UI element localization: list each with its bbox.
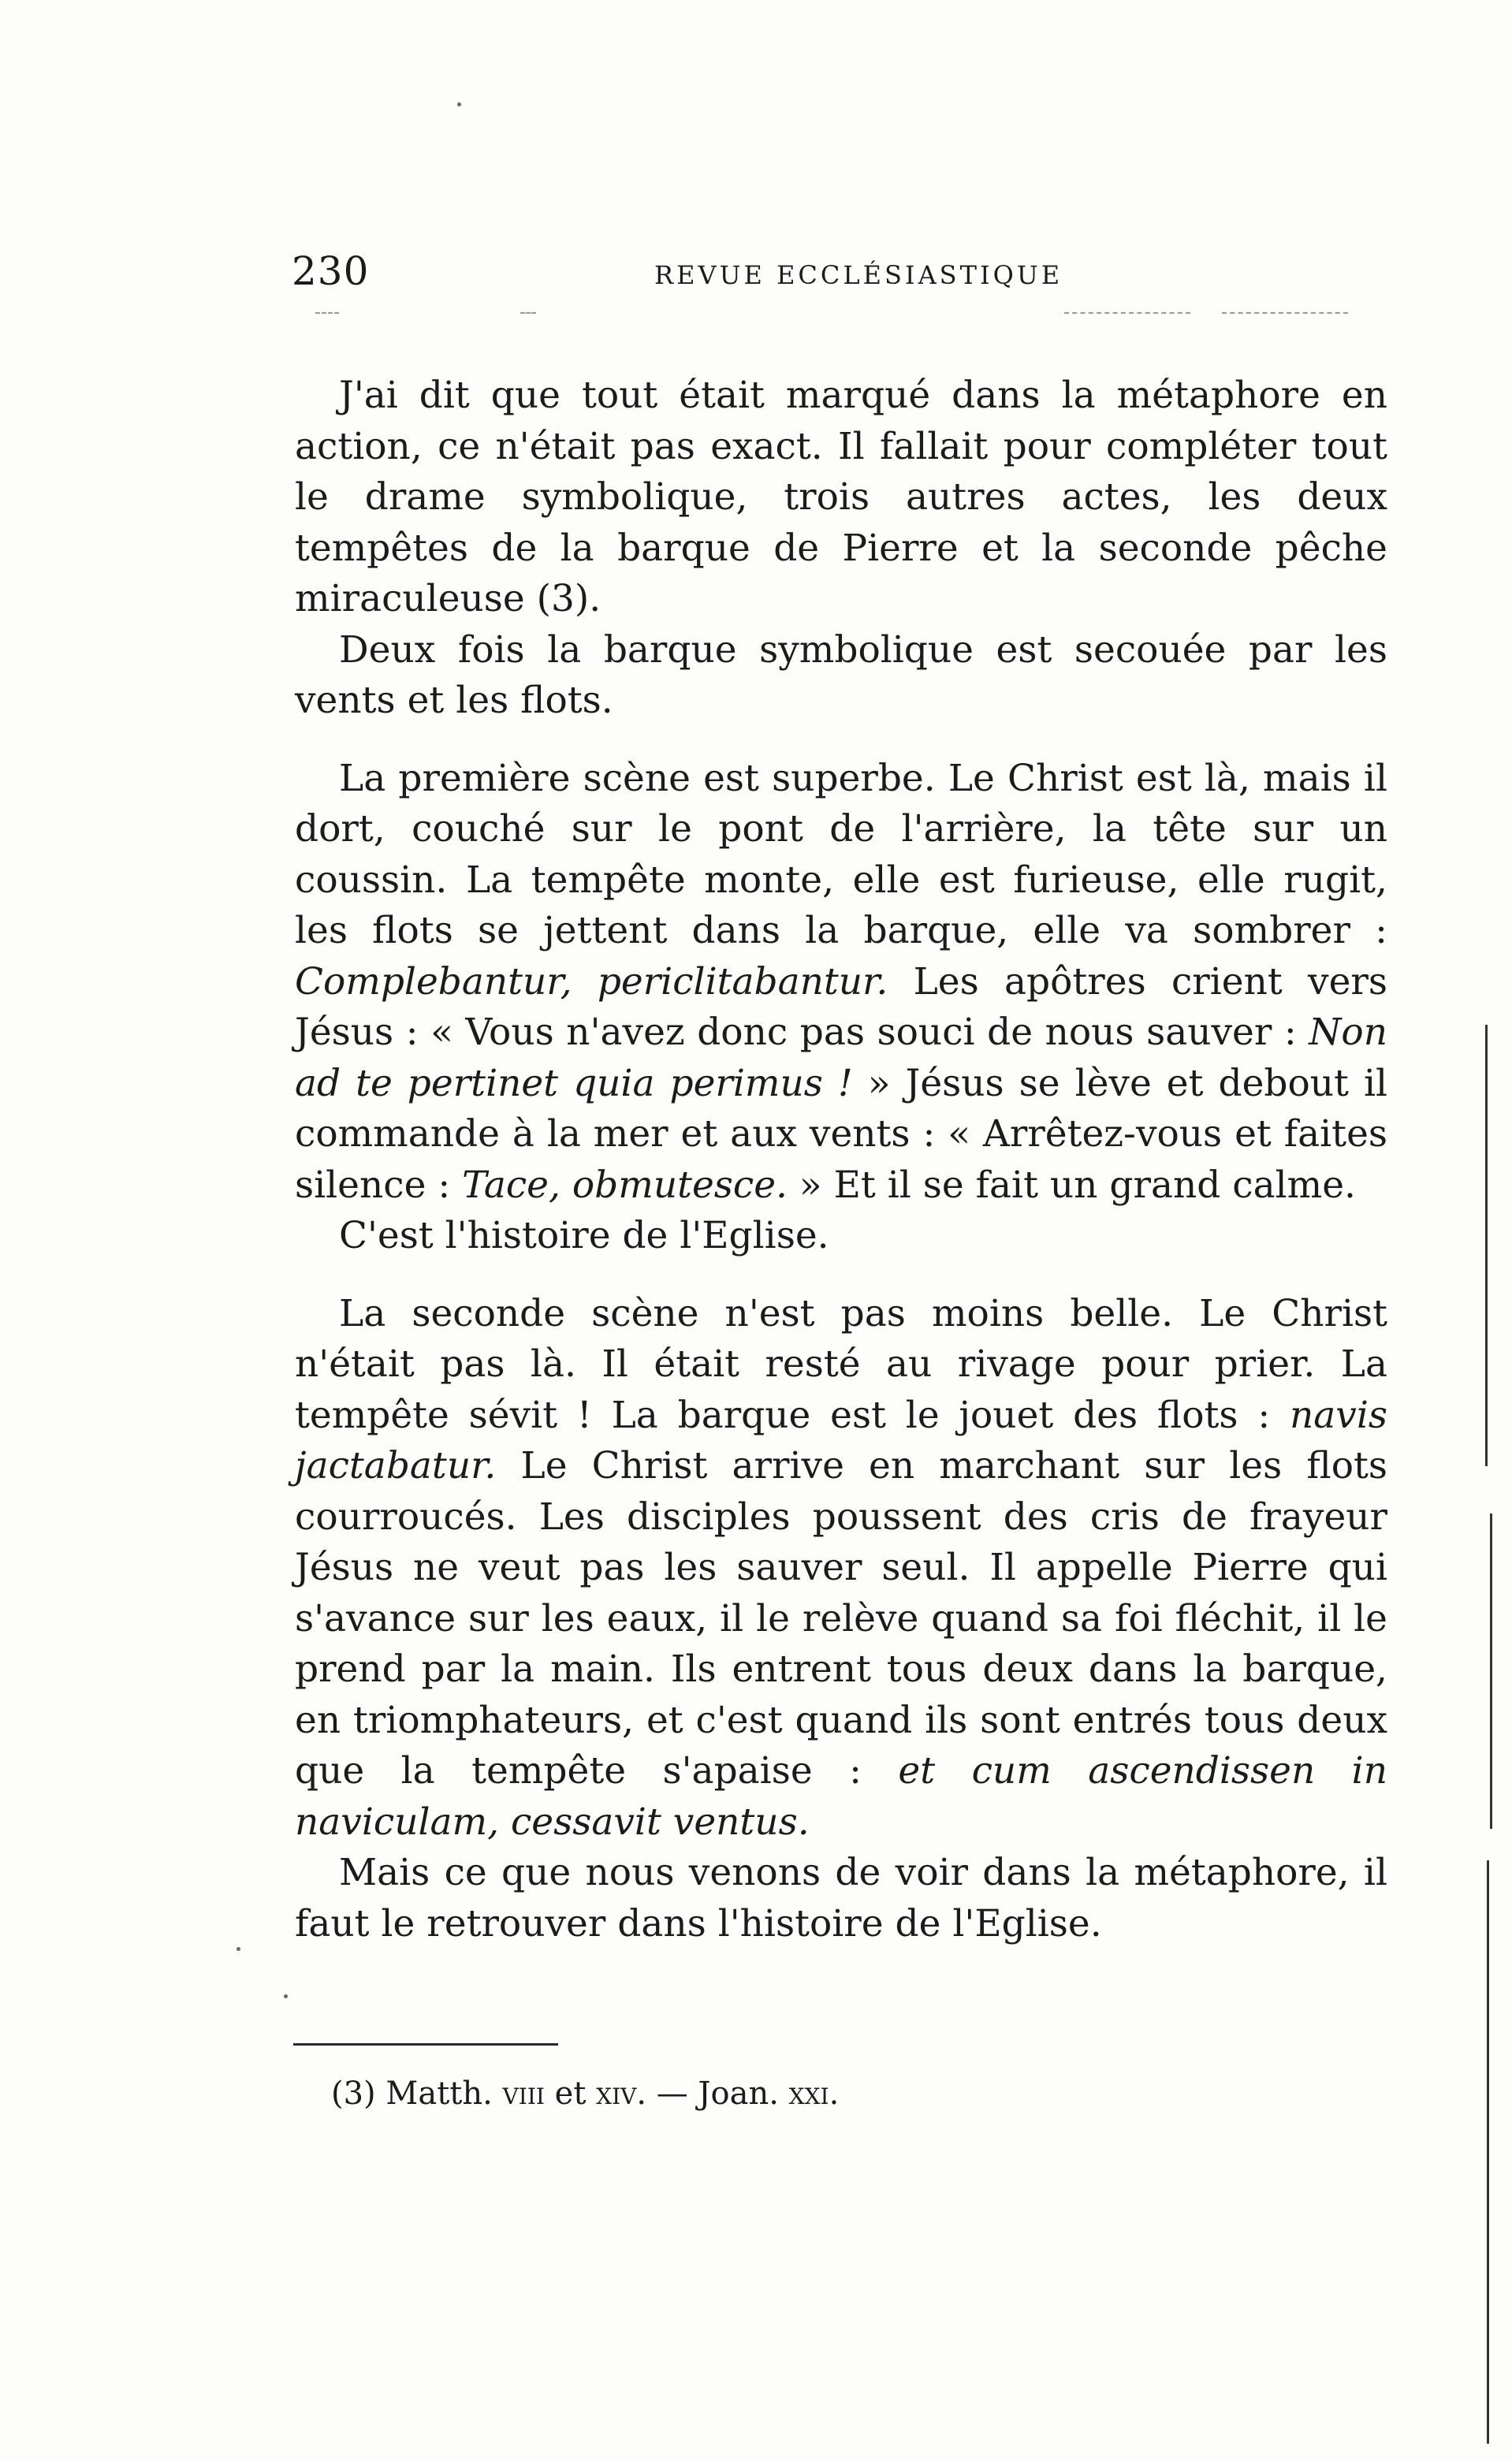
latin-quote: Tace, obmutesce. xyxy=(462,1163,788,1207)
latin-quote: Complebantur, periclitabantur. xyxy=(295,959,888,1003)
paragraph-5-text: La seconde scène n'est pas moins belle. Le Christ n'était pas là. Il était resté au rivage pour prier. La tempête sévit ! La barque est le jouet des flots : xyxy=(295,1291,1387,1437)
scan-speck xyxy=(284,1994,288,1998)
footnote xyxy=(331,2072,1356,2116)
paragraph-3-text: » Jésus se lève et debout il commande à la mer et aux vents : « Arrêtez-vous et faites silence : xyxy=(295,1061,1388,1207)
page-number: 230 xyxy=(292,248,370,294)
paragraph-3-text: La première scène est superbe. Le Christ est là, mais il dort, couché sur le pont de l'arrière, la tête sur un coussin. La tempête monte, elle est furieuse, elle rugit, les flots se jettent dans la barque, elle va sombrer : xyxy=(295,756,1387,952)
latin-quote: Non ad te pertinet quia perimus ! xyxy=(295,1011,1387,1105)
paragraph-3-text: Les apôtres crient vers Jésus : « Vous n'avez donc pas souci de nous sauver : xyxy=(295,959,1387,1054)
paragraph-6: Mais ce que nous venons de voir dans la métaphore, il faut le retrouver dans l'histoire de l'Eglise. xyxy=(295,1851,1387,1945)
paragraph-5 xyxy=(295,1289,1387,1849)
scan-edge-line xyxy=(1487,1860,1489,2444)
latin-quote: navis jactabatur. xyxy=(295,1393,1387,1487)
footnote-text: et xyxy=(544,2076,597,2112)
footnote-rule xyxy=(293,2043,558,2046)
paragraph-4: C'est l'histoire de l'Eglise. xyxy=(339,1214,829,1257)
page-header xyxy=(292,246,1387,309)
latin-quote: et cum ascendissen in naviculam, cessavit ventus. xyxy=(295,1749,1387,1844)
paragraph-5-text: Le Christ arrive en marchant sur les flots courroucés. Les disciples poussent des cris de frayeur Jésus ne veut pas les sauver seul. Il appelle Pierre qui s'avance sur les eaux, il le relève quand sa foi fléchit, il le prend par la main. Ils entrent tous deux dans la barque, en triomphateurs, et c'est quand ils sont entrés tous deux que la tempête s'apaise : xyxy=(295,1444,1387,1793)
header-rule-right-b xyxy=(1222,312,1348,314)
paragraph-2: Deux fois la barque symbolique est secouée par les vents et les flots. xyxy=(295,627,1387,722)
body-text xyxy=(295,370,1387,1949)
scan-edge-line xyxy=(1490,1513,1492,1829)
paragraph-3-text: » Et il se fait un grand calme. xyxy=(787,1163,1356,1207)
header-rule-right-a xyxy=(1064,312,1190,314)
footnote-roman: xxi xyxy=(788,2076,829,2112)
header-rule-mid xyxy=(520,312,536,314)
footnote-roman: xiv xyxy=(596,2076,637,2112)
paragraph-3 xyxy=(295,754,1387,1212)
footnote-marker: (3) xyxy=(331,2076,376,2112)
footnote-text: . — Joan. xyxy=(636,2076,789,2112)
footnote-text: Matth. xyxy=(385,2076,503,2112)
paragraph-1: J'ai dit que tout était marqué dans la métaphore en action, ce n'était pas exact. Il fallait pour compléter tout le drame symbolique, trois autres actes, les deux tempêtes de la barque de Pierre et la seconde pêche miraculeuse (3). xyxy=(295,374,1387,620)
scan-speck xyxy=(457,102,461,106)
header-rule-left xyxy=(315,312,339,314)
scan-edge-line xyxy=(1485,1025,1488,1466)
footnote-roman: viii xyxy=(502,2076,545,2112)
scan-speck xyxy=(236,1947,240,1951)
footnote-text: . xyxy=(829,2076,840,2112)
running-title: REVUE ECCLÉSIASTIQUE xyxy=(654,260,1063,290)
